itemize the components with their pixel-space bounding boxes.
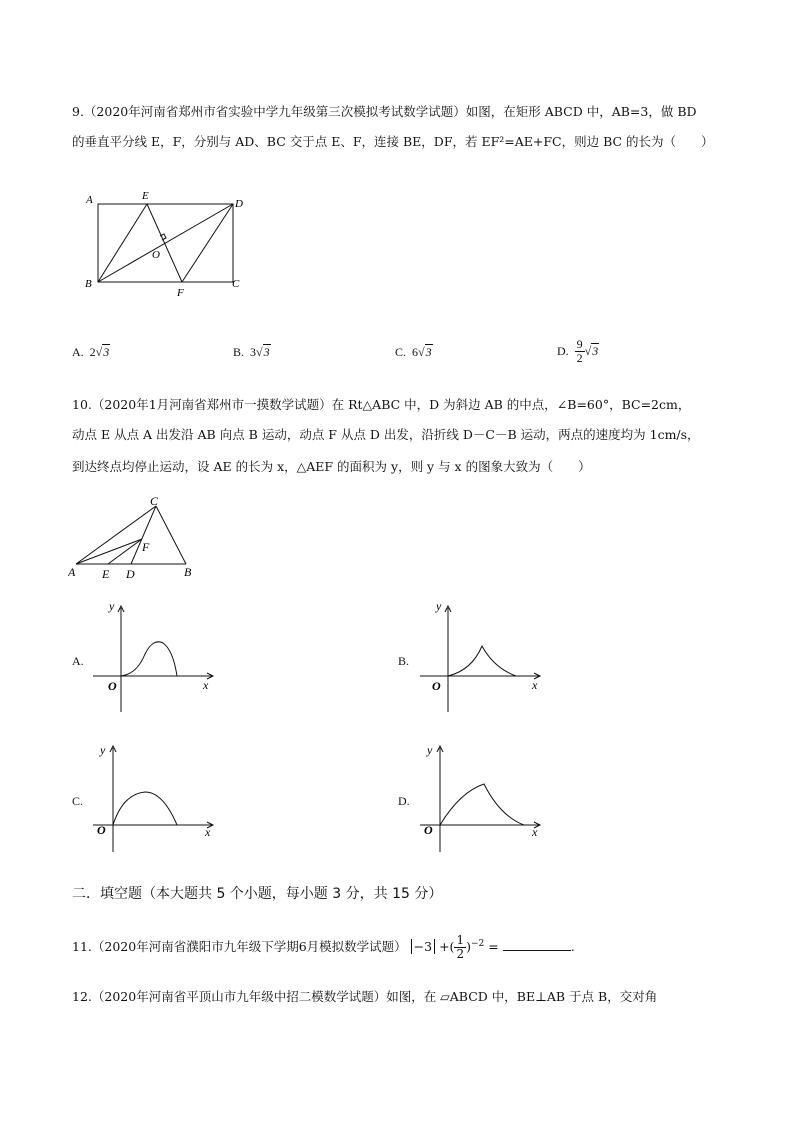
- q10-option-d-label: D.: [398, 794, 410, 808]
- q9-text-line1: 9.（2020年河南省郑州市省实验中学九年级第三次模拟考试数学试题）如图，在矩形 ABCD 中，AB=3，做 BD: [72, 104, 697, 119]
- segment-ef: [147, 204, 182, 282]
- q9-option-a: A. 2√3: [72, 345, 110, 359]
- label-a: A: [86, 194, 93, 206]
- q10-graph-c: [93, 742, 217, 855]
- q11-line: 11.（2020年河南省濮阳市九年级下学期6月模拟数学试题） −3 +( $\frac{1}{2}$ )$^{-2}$ = .: [72, 933, 575, 961]
- q9-text-line2: 的垂直平分线 E，F，分别与 AD、BC 交于点 E、F，连接 BE，DF，若 EF²=AE+FC，则边 BC 的长为（ ）: [72, 134, 714, 149]
- label-f: F: [177, 287, 184, 299]
- q9-option-d: D. $\frac{9}{2}$ √3: [557, 337, 599, 365]
- axis-y-label: y: [427, 743, 433, 757]
- q11-prefix: 11.（2020年河南省濮阳市九年级下学期6月模拟数学试题）: [72, 939, 407, 954]
- axis-y-label: y: [109, 602, 115, 613]
- origin-label: O: [424, 823, 433, 837]
- label-e: E: [102, 567, 110, 580]
- section-fill-in-title: 二．填空题（本大题共 5 个小题，每小题 3 分，共 15 分）: [72, 886, 443, 902]
- axis-x-label: x: [205, 825, 211, 839]
- q11-answer-blank[interactable]: [503, 938, 571, 951]
- axis-y-label: y: [100, 743, 106, 757]
- q9-option-b: B. 3√3: [233, 345, 270, 359]
- origin-label: O: [108, 679, 117, 693]
- origin-label: O: [432, 679, 441, 693]
- axis-y-label: y: [436, 602, 442, 613]
- curve-c: [113, 792, 177, 825]
- q11-fraction: $\frac{1}{2}$: [456, 933, 465, 961]
- label-c: C: [150, 495, 159, 508]
- label-a: A: [68, 565, 76, 579]
- curve-d: [440, 784, 524, 825]
- q10-option-c-label: C.: [72, 794, 84, 808]
- axis-x-label: x: [532, 678, 538, 692]
- axis-x-label: x: [203, 678, 209, 692]
- q10-option-b-label: B.: [398, 654, 410, 668]
- diagonal-bd: [98, 204, 233, 282]
- q9-option-c: C. 6√3: [395, 345, 432, 359]
- label-d: D: [235, 198, 243, 210]
- segment-fd: [182, 204, 233, 282]
- q9-rectangle-figure: [80, 188, 250, 300]
- q10-graph-d: [420, 742, 544, 855]
- q10-text-line3: 到达终点均停止运动，设 AE 的长为 x，△AEF 的面积为 y，则 y 与 x 的图象大致为（ ）: [72, 459, 591, 474]
- label-d: D: [126, 567, 135, 580]
- segment-be: [98, 204, 147, 282]
- label-c: C: [232, 278, 240, 290]
- q10-triangle-figure: [68, 495, 203, 580]
- q10-option-a-label: A.: [72, 654, 84, 668]
- q10-graph-a: [93, 602, 217, 715]
- label-b: B: [184, 565, 192, 579]
- segment-cb: [156, 506, 186, 564]
- q10-text-line1: 10.（2020年1月河南省郑州市一摸数学试题）在 Rt△ABC 中，D 为斜边 AB 的中点，∠B=60°，BC=2cm，: [72, 397, 691, 412]
- curve-a: [121, 642, 177, 676]
- label-e: E: [142, 190, 149, 202]
- q10-text-line2: 动点 E 从点 A 出发沿 AB 向点 B 运动，动点 F 从点 D 出发，沿折线 D－C－B 运动，两点的速度均为 1cm/s，: [72, 427, 700, 442]
- axis-x-label: x: [532, 825, 538, 839]
- curve-b: [448, 646, 516, 676]
- label-b: B: [85, 278, 92, 290]
- q12-text: 12.（2020年河南省平顶山市九年级中招二模数学试题）如图，在 ▱ABCD 中，BE⊥AB 于点 B，交对角: [72, 989, 658, 1004]
- q10-graph-b: [420, 602, 544, 715]
- label-f: F: [142, 540, 150, 554]
- q11-abs-value: −3: [411, 939, 435, 954]
- label-o: O: [152, 249, 160, 261]
- origin-label: O: [97, 823, 106, 837]
